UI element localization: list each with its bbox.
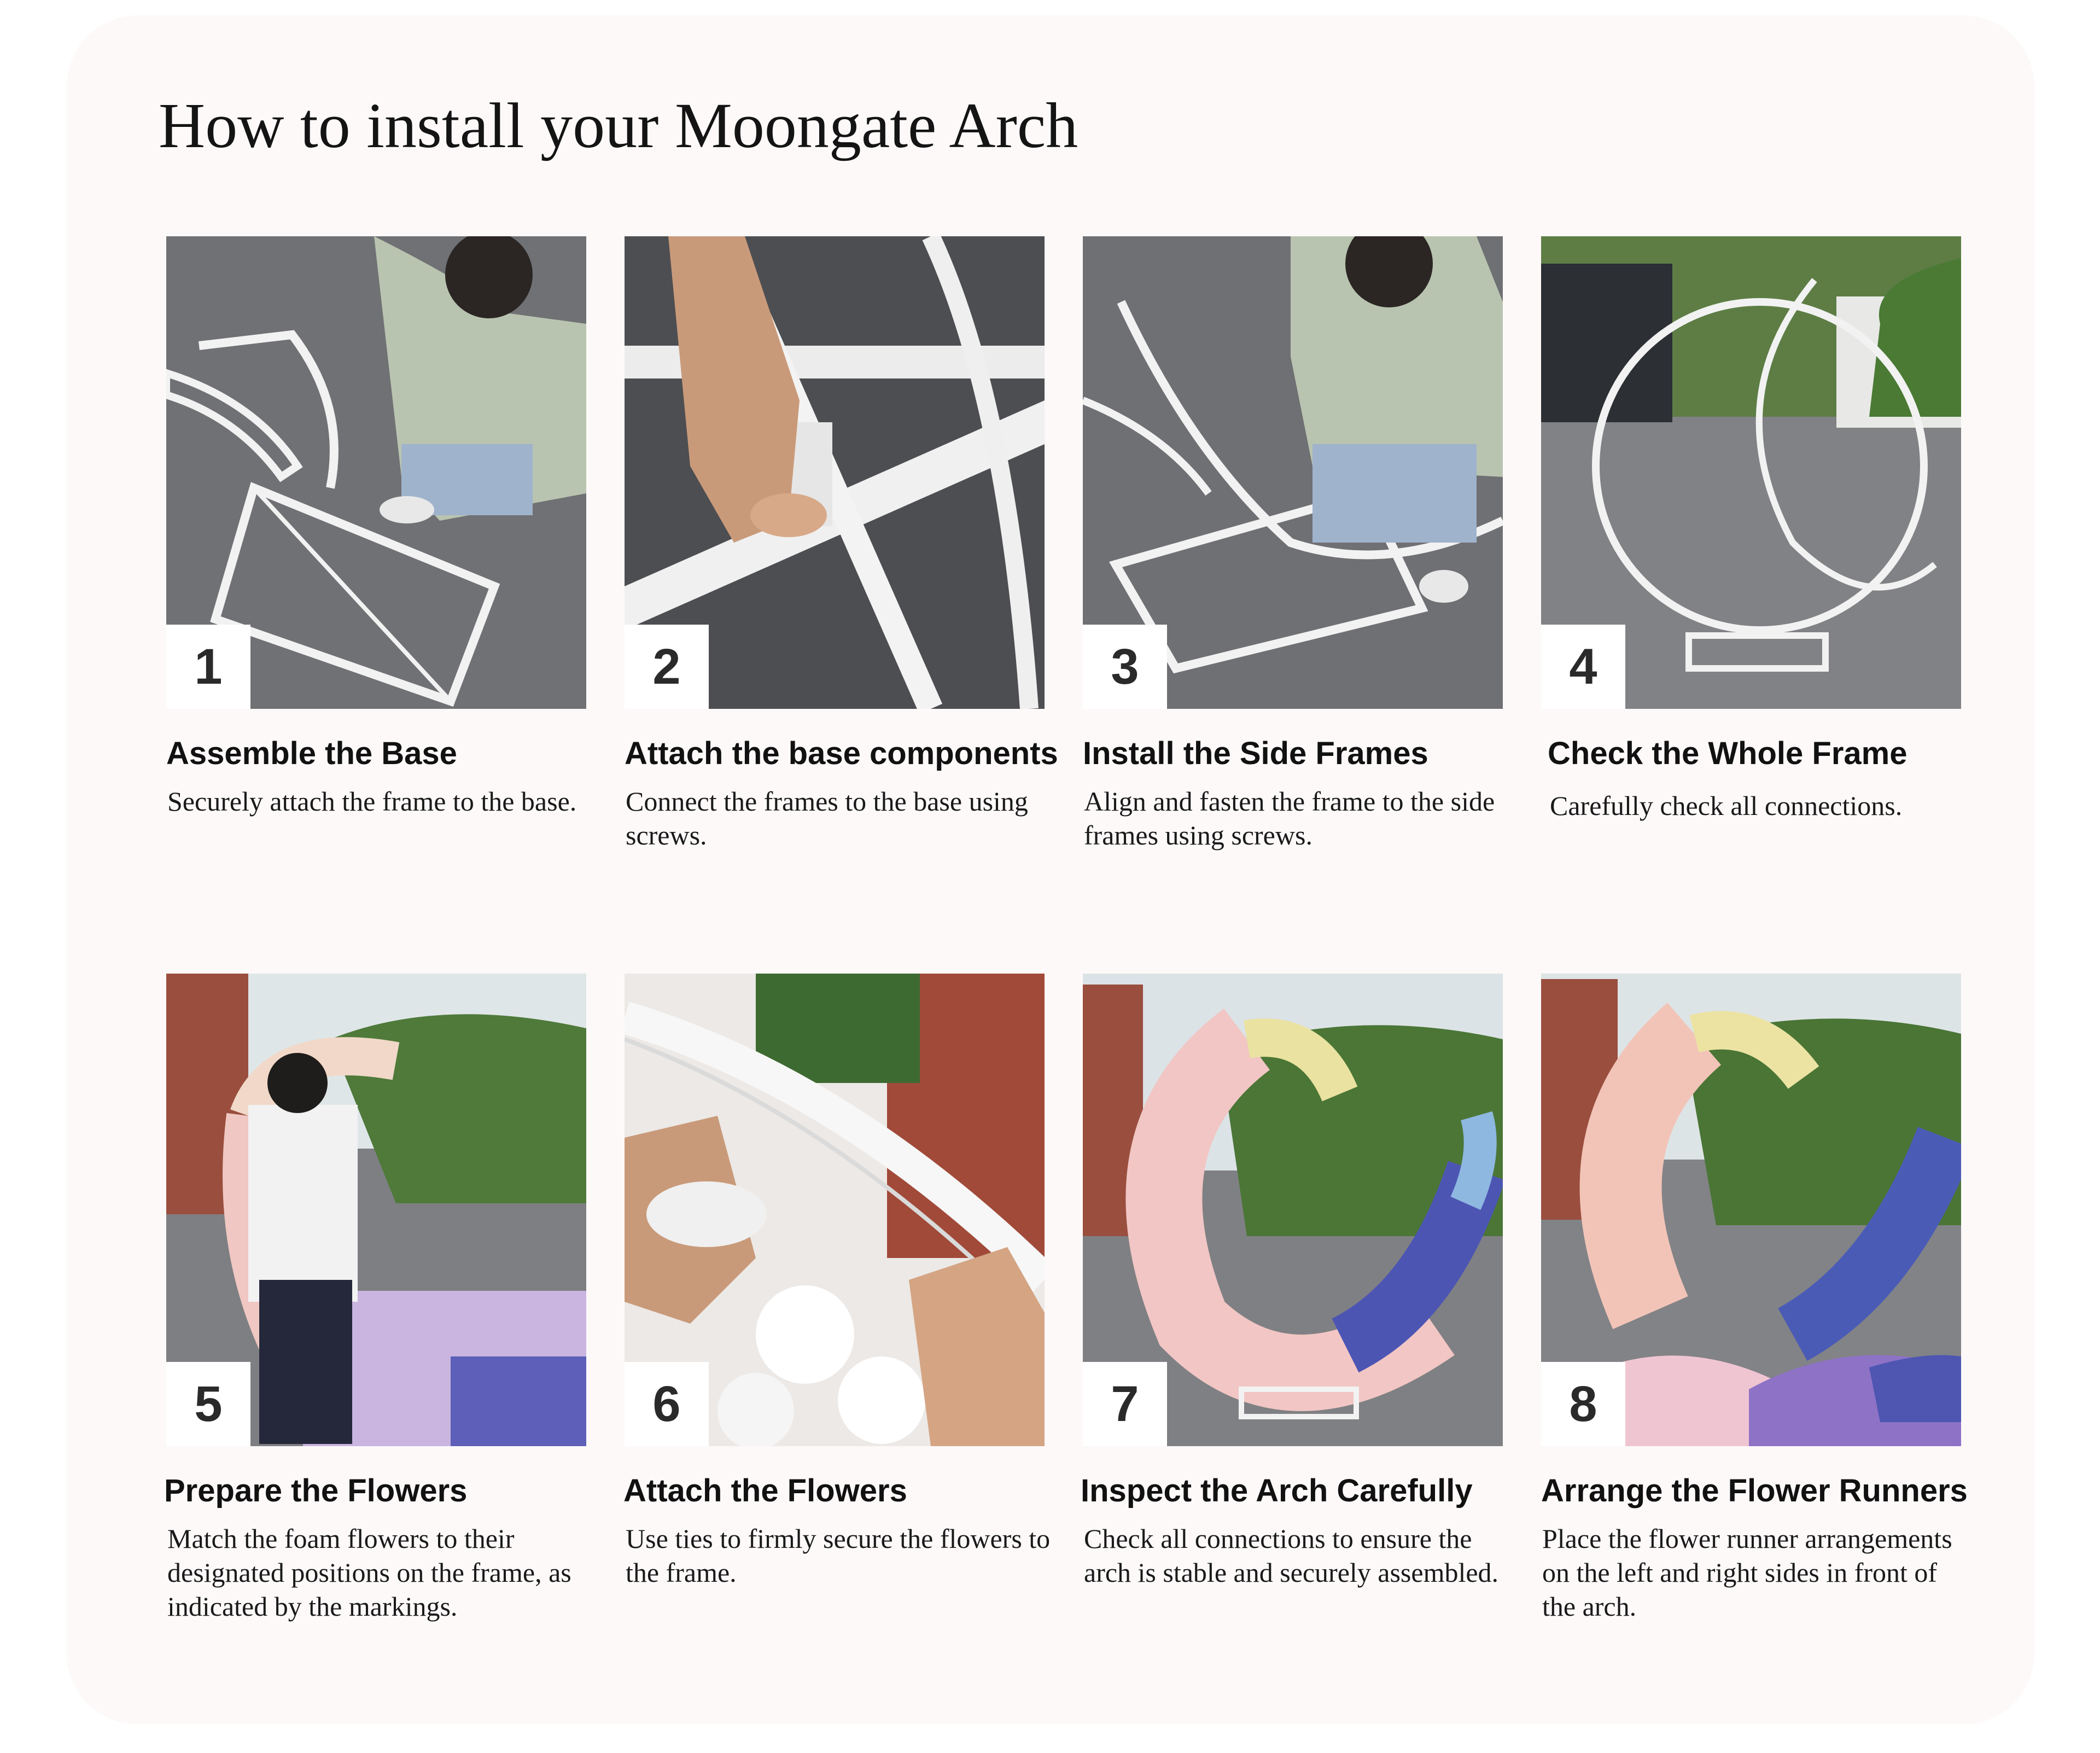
step-title: Inspect the Arch Carefully — [1081, 1473, 1473, 1509]
flower-moon-arch-photo — [1083, 974, 1503, 1446]
step-4 — [1541, 236, 1962, 860]
step-number: 2 — [652, 638, 681, 695]
step-description: Use ties to firmly secure the flowers to the frame. — [626, 1523, 1051, 1588]
step-number-box — [166, 1362, 250, 1446]
step-description: Place the flower runner arrangements on the left and right sides in front of the arch. — [1542, 1523, 1952, 1622]
hand-screwing-frame-photo — [625, 236, 1045, 709]
step-number-box — [625, 625, 709, 709]
step-number: 5 — [194, 1376, 223, 1432]
step-description: Match the foam flowers to their designated positions on the frame, as indicated by the markings. — [167, 1523, 571, 1622]
step-number-box — [166, 625, 250, 709]
person-placing-flowers-photo — [166, 974, 586, 1446]
step-description: Connect the frames to the base using screws. — [626, 786, 1028, 851]
step-number-box — [1541, 625, 1625, 709]
step-number: 8 — [1569, 1376, 1597, 1432]
step-number: 6 — [652, 1376, 681, 1432]
step-8 — [1541, 974, 1968, 1630]
step-number-box — [1541, 1362, 1625, 1446]
step-description: Carefully check all connections. — [1550, 790, 1903, 821]
step-number: 3 — [1111, 638, 1139, 695]
person-assembling-frame-photo — [166, 236, 586, 709]
step-title: Attach the base components — [625, 736, 1058, 771]
step-number: 4 — [1569, 638, 1597, 695]
arch-with-runners-photo — [1541, 974, 1961, 1446]
step-title: Arrange the Flower Runners — [1541, 1473, 1968, 1509]
step-title: Assemble the Base — [166, 736, 457, 771]
step-title: Prepare the Flowers — [164, 1473, 468, 1509]
step-3 — [1083, 236, 1504, 860]
step-title: Install the Side Frames — [1083, 736, 1428, 771]
step-number: 1 — [194, 638, 223, 695]
step-1 — [166, 236, 587, 860]
step-title: Check the Whole Frame — [1548, 736, 1908, 771]
step-description: Securely attach the frame to the base. — [167, 786, 577, 817]
step-5 — [166, 974, 587, 1630]
step-number-box — [1083, 625, 1167, 709]
step-number: 7 — [1111, 1376, 1139, 1432]
step-title: Attach the Flowers — [623, 1473, 907, 1509]
step-description: Align and fasten the frame to the side frames using screws. — [1084, 786, 1495, 851]
step-6 — [623, 974, 1051, 1630]
step-number-box — [625, 1362, 709, 1446]
step-2 — [625, 236, 1058, 860]
page-title: How to install your Moongate Arch — [159, 90, 1078, 161]
step-7 — [1083, 974, 1504, 1630]
assembled-moon-frame-photo — [1541, 236, 1961, 709]
step-number-box — [1083, 1362, 1167, 1446]
step-description: Check all connections to ensure the arch is stable and securely assembled. — [1084, 1523, 1499, 1588]
person-fastening-side-frame-photo — [1083, 236, 1503, 709]
hands-tying-flowers-photo — [625, 974, 1045, 1446]
